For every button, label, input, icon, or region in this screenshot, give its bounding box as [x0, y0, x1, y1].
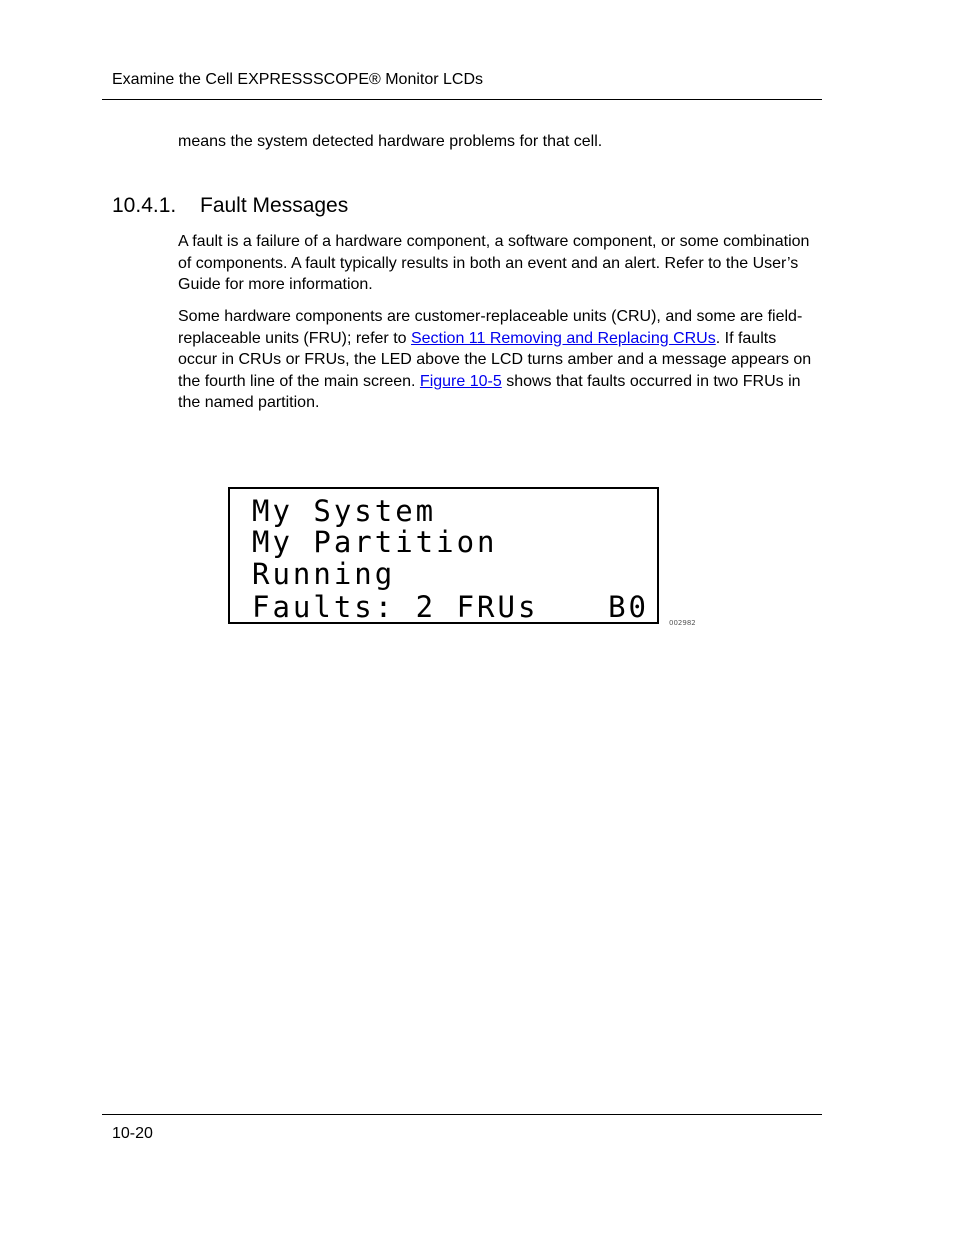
lcd-line-status: Running: [252, 557, 396, 591]
intro-paragraph-fragment: means the system detected hardware problems for that cell.: [178, 133, 603, 150]
lcd-line-system: My System: [252, 494, 437, 528]
header-divider: [102, 99, 822, 100]
lcd-status-code: B0: [608, 590, 649, 624]
section-title: Fault Messages: [200, 194, 349, 217]
figure-10-5-link[interactable]: Figure 10-5: [419, 372, 502, 390]
footer-divider: [102, 1114, 822, 1115]
cru-fru-text-2: . If faults occur in CRUs or FRUs, the LED above the LCD turns amber and a message appears on the fourth line of the main screen.: [178, 329, 812, 390]
page-number: 10-20: [112, 1125, 153, 1142]
lcd-line-faults: Faults: 2 FRUs: [252, 590, 539, 624]
lcd-display-figure: [228, 487, 659, 624]
fault-definition-paragraph: A fault is a failure of a hardware component, a software component, or some combination of components. A fault typically results in both an event and an alert. Refer to the User’s Guide for more information.: [178, 233, 810, 293]
section-heading: [112, 193, 348, 219]
cru-fru-text-1: Some hardware components are customer-replaceable units (CRU), and some are field-replaceable units (FRU); refer to: [178, 308, 803, 347]
cru-fru-text-3: shows that faults occurred in two FRUs in the named partition.: [178, 372, 801, 411]
cru-fru-paragraph: [178, 306, 818, 414]
section-11-link[interactable]: Section 11 Removing and Replacing CRUs: [410, 329, 716, 347]
lcd-line-partition: My Partition: [252, 525, 498, 559]
figure-id-label: 002982: [669, 619, 696, 627]
running-header: Examine the Cell EXPRESSSCOPE® Monitor LCDs: [112, 71, 484, 88]
section-number: 10.4.1.: [112, 194, 177, 217]
